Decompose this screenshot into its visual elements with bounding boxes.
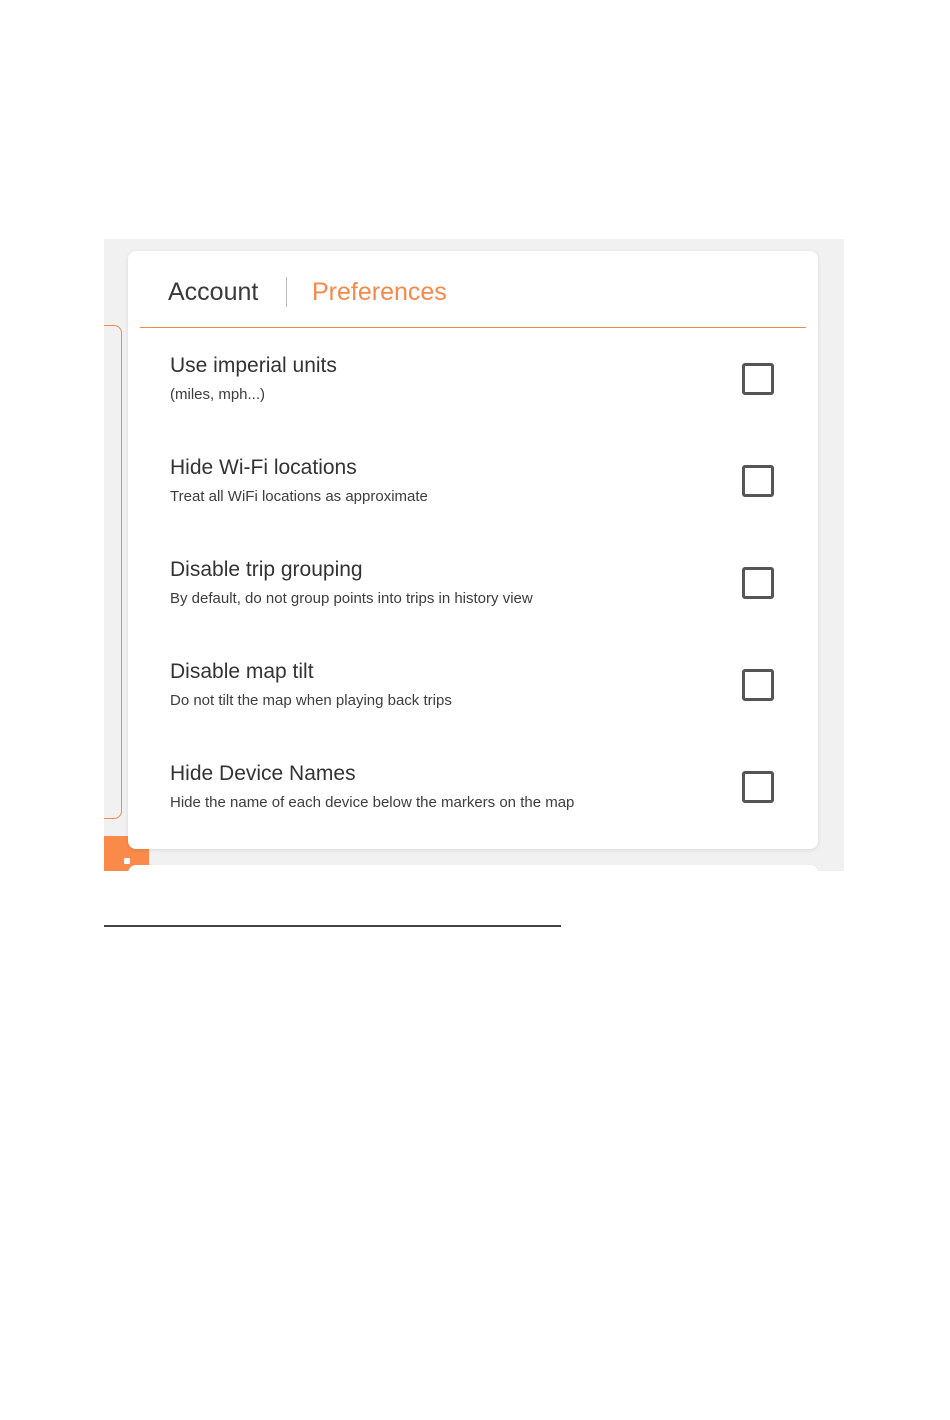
map-tilt-checkbox[interactable] bbox=[742, 669, 774, 701]
tab-account[interactable]: Account bbox=[168, 278, 259, 306]
setting-description: Do not tilt the map when playing back trips bbox=[170, 692, 452, 709]
setting-hide-device-names bbox=[128, 735, 818, 837]
setting-title: Use imperial units bbox=[170, 354, 337, 377]
setting-disable-map-tilt bbox=[128, 633, 818, 735]
setting-description: Treat all WiFi locations as approximate bbox=[170, 488, 428, 505]
tab-divider bbox=[286, 277, 287, 307]
tab-preferences[interactable]: Preferences bbox=[312, 278, 447, 306]
setting-title: Hide Wi-Fi locations bbox=[170, 456, 357, 479]
imperial-units-checkbox[interactable] bbox=[742, 363, 774, 395]
setting-description: By default, do not group points into trips in history view bbox=[170, 590, 533, 607]
trip-grouping-checkbox[interactable] bbox=[742, 567, 774, 599]
divider-line bbox=[104, 925, 561, 927]
app-viewport bbox=[104, 239, 844, 871]
setting-title: Disable map tilt bbox=[170, 660, 314, 683]
side-panel-edge bbox=[104, 325, 122, 819]
setting-title: Hide Device Names bbox=[170, 762, 356, 785]
device-names-checkbox[interactable] bbox=[742, 771, 774, 803]
setting-title: Disable trip grouping bbox=[170, 558, 363, 581]
next-card-edge bbox=[128, 865, 818, 871]
setting-disable-trip-grouping bbox=[128, 531, 818, 633]
setting-description: (miles, mph...) bbox=[170, 386, 266, 403]
button-glyph-icon bbox=[124, 858, 130, 864]
setting-description: Hide the name of each device below the markers on the map bbox=[170, 794, 575, 811]
setting-imperial-units bbox=[128, 327, 818, 429]
hide-wifi-checkbox[interactable] bbox=[742, 465, 774, 497]
settings-card bbox=[128, 251, 818, 849]
settings-tabs bbox=[140, 251, 806, 328]
preferences-list bbox=[128, 327, 818, 837]
setting-hide-wifi bbox=[128, 429, 818, 531]
